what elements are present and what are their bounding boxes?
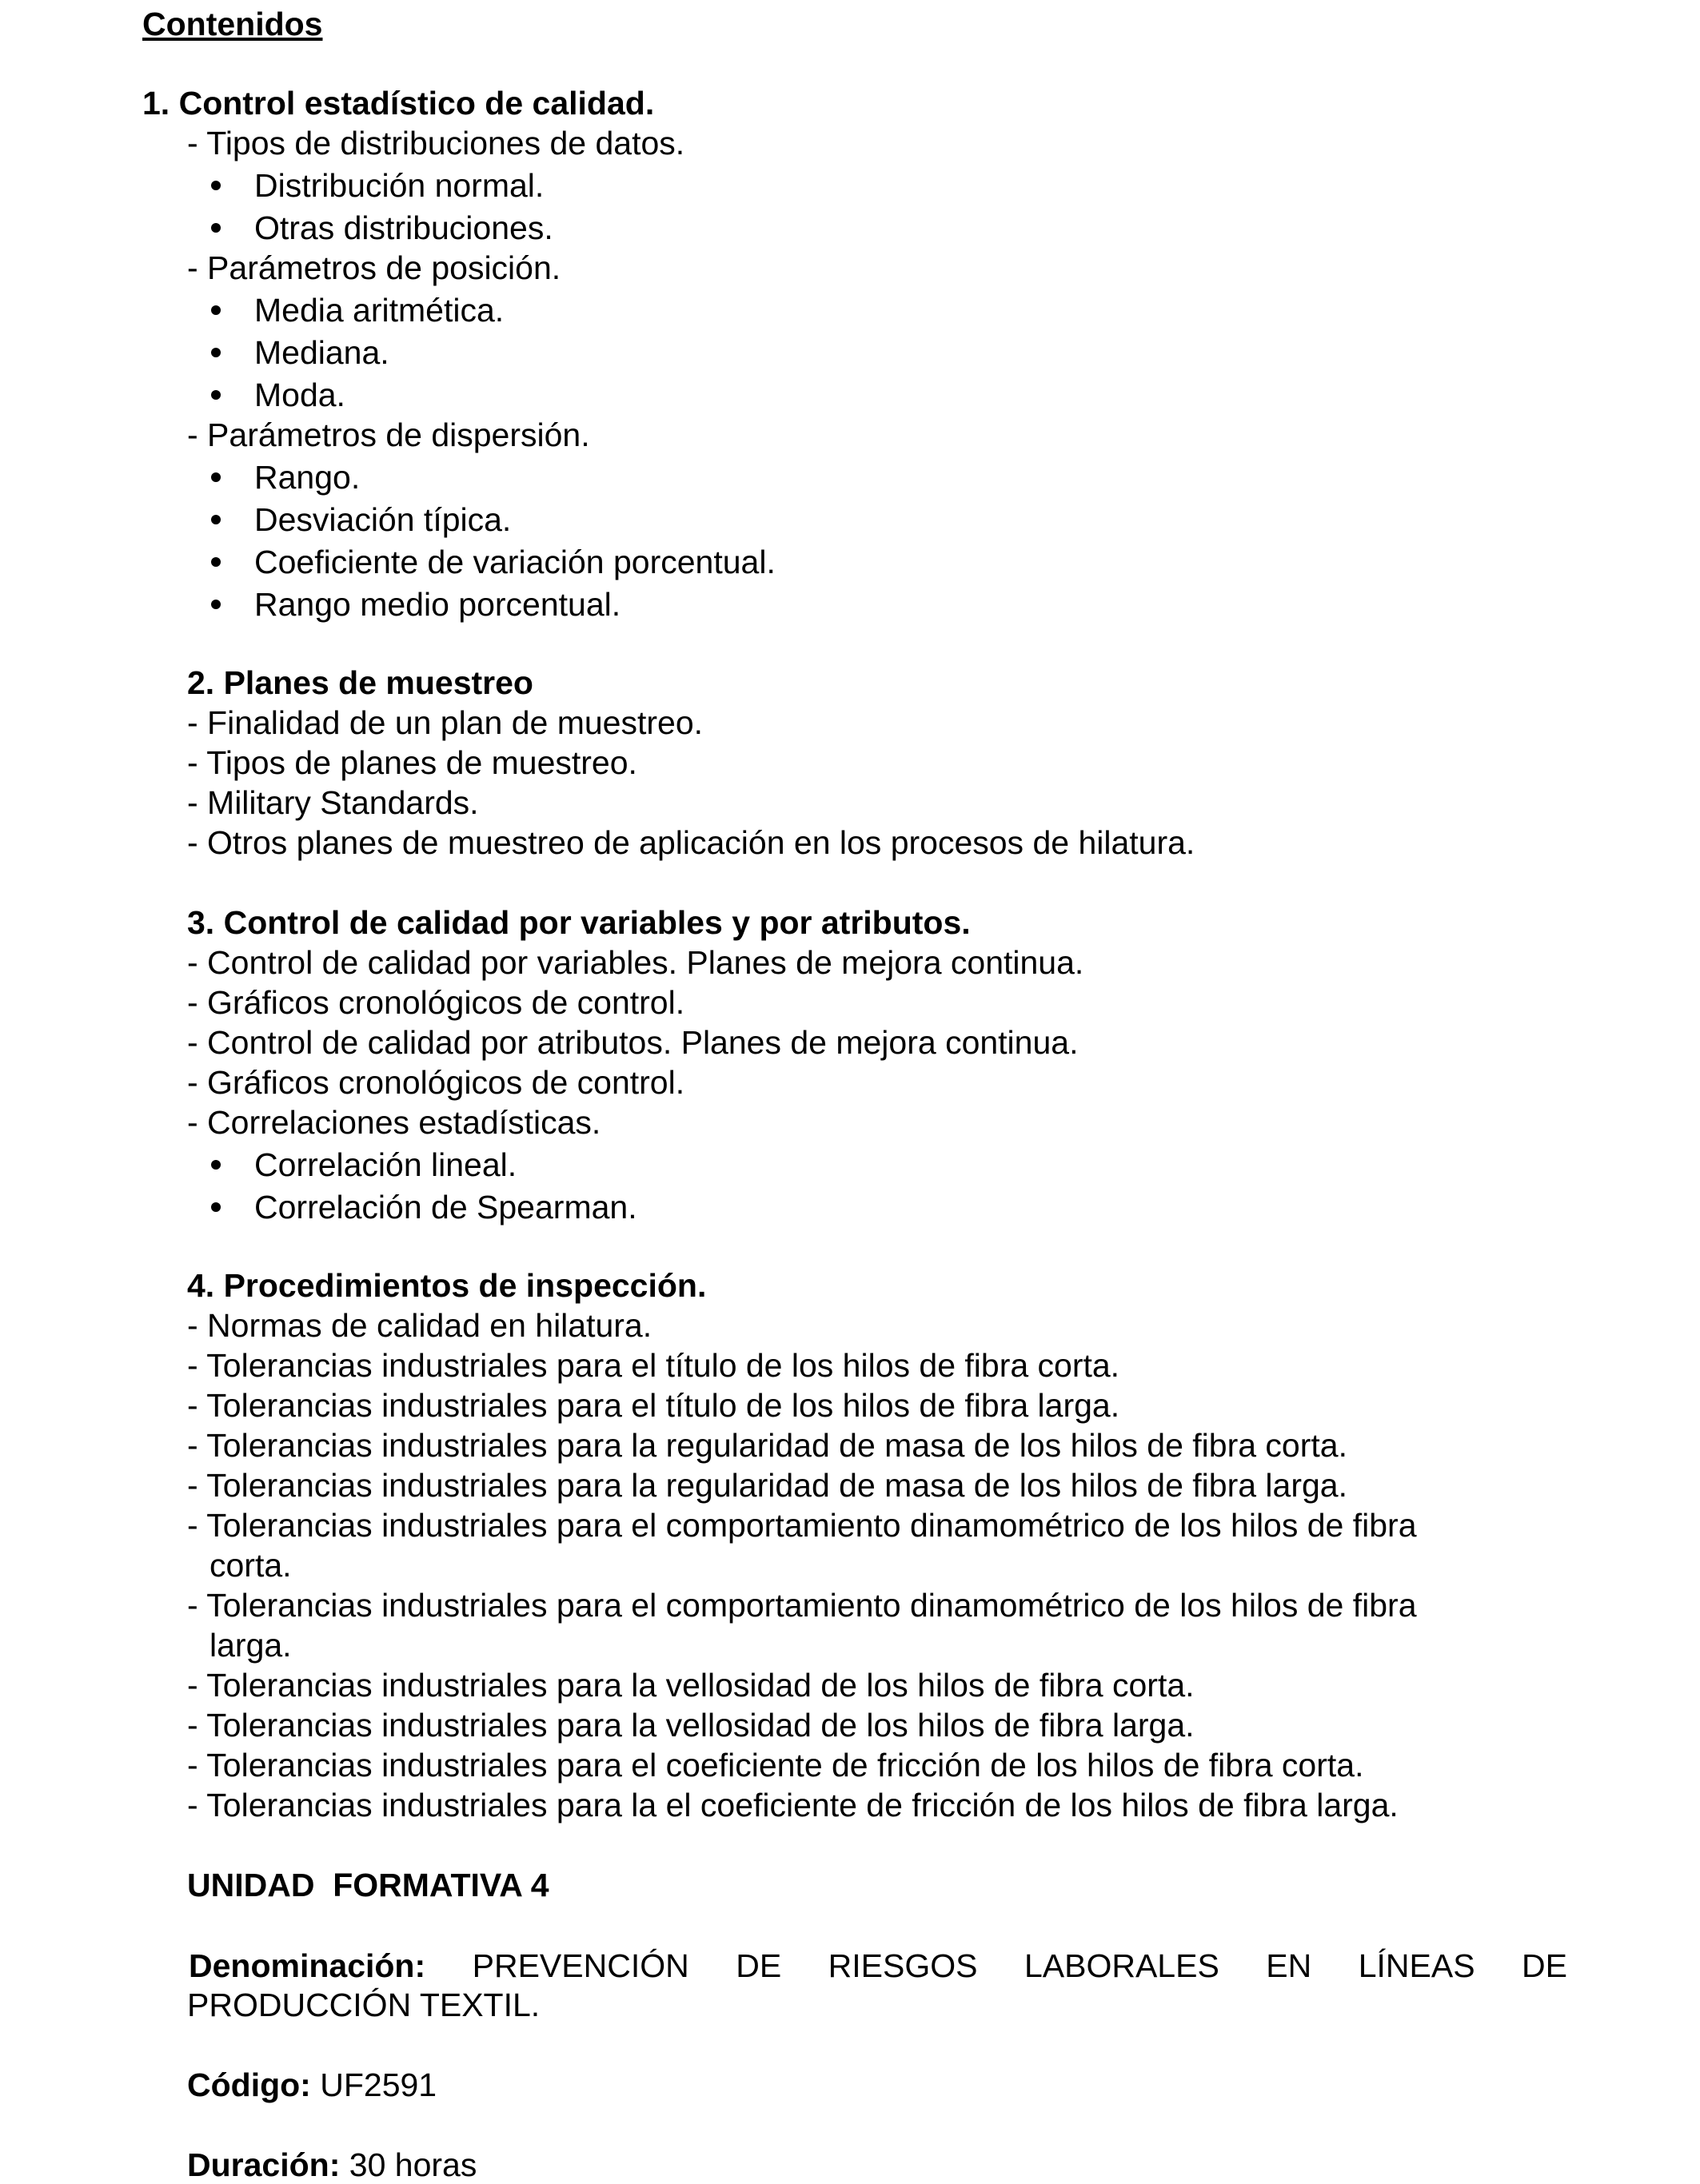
bullet-icon	[211, 305, 221, 315]
list-item: Correlación de Spearman.	[254, 1189, 637, 1226]
list-item: Media aritmética.	[254, 292, 505, 329]
list-item: - Tolerancias industriales para la regularidad de masa de los hilos de fibra corta.	[187, 1427, 1347, 1464]
section-3-title: 3. Control de calidad por variables y por atributos.	[187, 904, 971, 941]
section-1-title: 1. Control estadístico de calidad.	[142, 85, 655, 122]
duracion-value: 30 horas	[349, 2146, 477, 2183]
list-item: - Tolerancias industriales para el título de los hilos de fibra larga.	[187, 1387, 1120, 1424]
list-item: - Control de calidad por atributos. Planes de mejora continua.	[187, 1024, 1079, 1061]
list-item: Distribución normal.	[254, 167, 545, 204]
list-item: - Tolerancias industriales para el coeficiente de fricción de los hilos de fibra corta.	[187, 1747, 1364, 1783]
list-item: - Finalidad de un plan de muestreo.	[187, 704, 704, 741]
denominacion-value: PREVENCIÓN DE RIESGOS LABORALES EN LÍNEAS DE	[472, 1947, 1567, 1984]
section-2-title: 2. Planes de muestreo	[187, 664, 533, 701]
bullet-icon	[211, 557, 221, 567]
list-item: - Tipos de planes de muestreo.	[187, 744, 637, 781]
codigo-label: Código:	[187, 2066, 311, 2103]
contents-heading: Contenidos	[142, 6, 323, 42]
list-item: Mediana.	[254, 334, 389, 371]
bullet-icon	[211, 472, 221, 482]
section-4-title: 4. Procedimientos de inspección.	[187, 1267, 707, 1304]
bullet-icon	[211, 515, 221, 524]
list-item: - Tolerancias industriales para el título de los hilos de fibra corta.	[187, 1347, 1120, 1384]
unit-title: UNIDAD FORMATIVA 4	[187, 1867, 549, 1903]
list-item: - Tolerancias industriales para el comportamiento dinamométrico de los hilos de fibra	[187, 1587, 1417, 1624]
list-item: Correlación lineal.	[254, 1146, 517, 1183]
list-item: Coeficiente de variación porcentual.	[254, 544, 776, 580]
list-item: Desviación típica.	[254, 501, 512, 538]
denominacion-label: Denominación:	[189, 1947, 426, 1984]
codigo-line	[187, 2066, 437, 2104]
list-item: Rango medio porcentual.	[254, 586, 621, 623]
bullet-icon	[211, 1202, 221, 1212]
list-item: Moda.	[254, 377, 345, 413]
list-item: - Tolerancias industriales para la vellosidad de los hilos de fibra larga.	[187, 1707, 1195, 1744]
list-item: - Tolerancias industriales para la vellosidad de los hilos de fibra corta.	[187, 1667, 1195, 1704]
list-item: - Tolerancias industriales para la regularidad de masa de los hilos de fibra larga.	[187, 1467, 1347, 1504]
duracion-label: Duración:	[187, 2146, 341, 2183]
denominacion-line	[189, 1946, 1567, 1986]
bullet-icon	[211, 223, 221, 233]
list-item: - Correlaciones estadísticas.	[187, 1104, 601, 1141]
list-item: - Tolerancias industriales para el comportamiento dinamométrico de los hilos de fibra	[187, 1507, 1417, 1544]
list-item: Otras distribuciones.	[254, 209, 553, 246]
list-item: - Gráficos cronológicos de control.	[187, 1064, 685, 1101]
bullet-icon	[211, 390, 221, 400]
list-item-continuation: larga.	[210, 1627, 292, 1664]
denominacion-value-cont: PRODUCCIÓN TEXTIL.	[187, 1987, 541, 2023]
list-item: - Normas de calidad en hilatura.	[187, 1307, 652, 1344]
bullet-icon	[211, 600, 221, 609]
list-item: - Otros planes de muestreo de aplicación en los procesos de hilatura.	[187, 824, 1195, 861]
list-item: - Military Standards.	[187, 784, 479, 821]
codigo-value: UF2591	[320, 2066, 437, 2103]
list-item: - Parámetros de posición.	[187, 249, 561, 286]
list-item: Rango.	[254, 459, 361, 496]
bullet-icon	[211, 1160, 221, 1170]
list-item-continuation: corta.	[210, 1547, 292, 1584]
list-item: - Control de calidad por variables. Planes de mejora continua.	[187, 944, 1084, 981]
list-item: - Gráficos cronológicos de control.	[187, 984, 685, 1021]
bullet-icon	[211, 348, 221, 357]
list-item: - Parámetros de dispersión.	[187, 416, 590, 453]
list-item: - Tipos de distribuciones de datos.	[187, 125, 685, 161]
bullet-icon	[211, 181, 221, 190]
list-item: - Tolerancias industriales para la el coeficiente de fricción de los hilos de fibra larga.	[187, 1787, 1399, 1823]
duracion-line	[187, 2146, 477, 2184]
